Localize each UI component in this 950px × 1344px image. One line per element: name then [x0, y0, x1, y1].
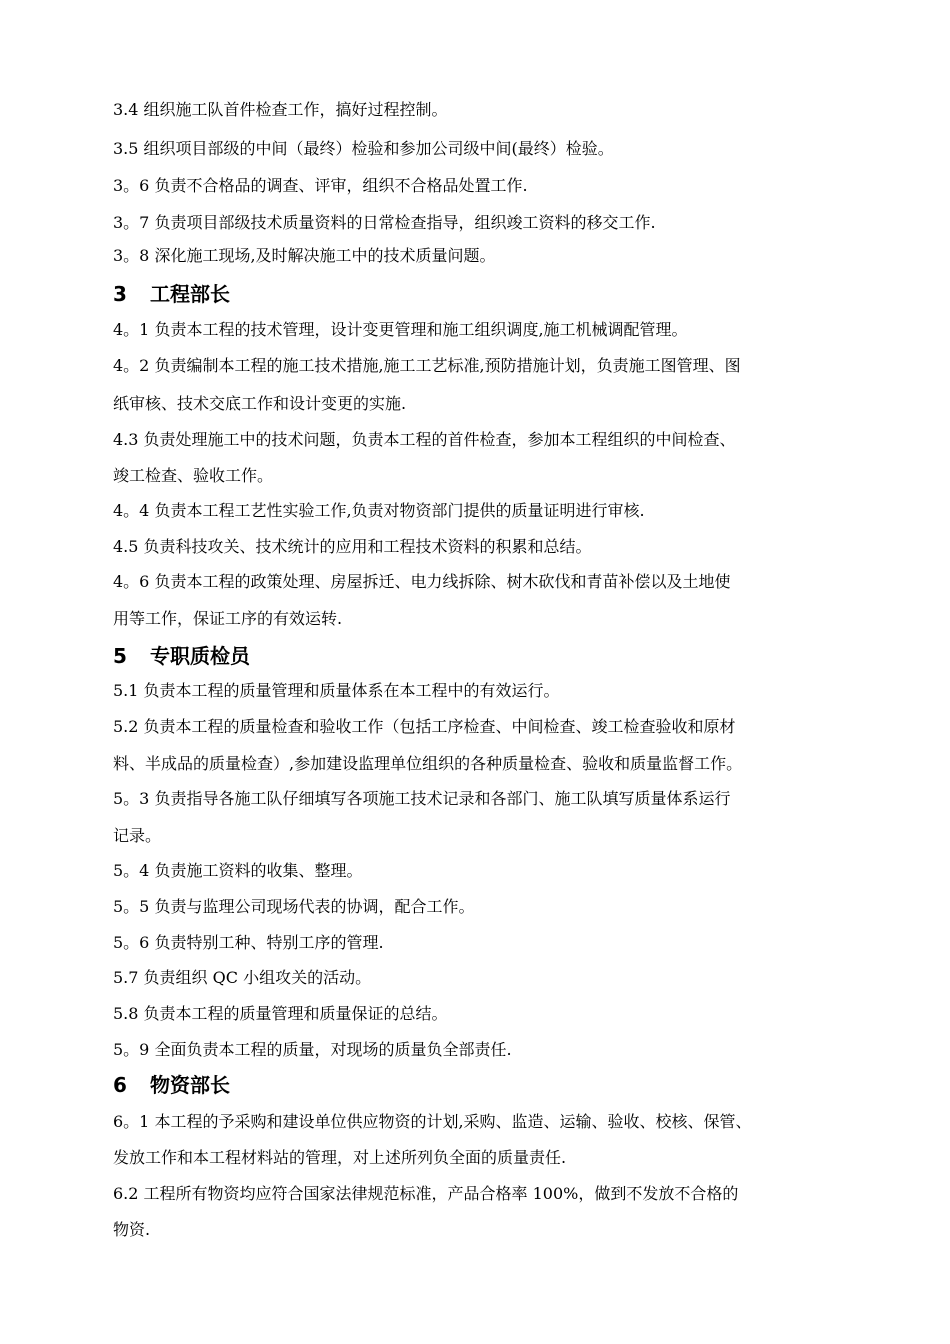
paragraph-5-1: 5.1 负责本工程的质量管理和质量体系在本工程中的有效运行。 — [113, 681, 560, 700]
heading-number: 6 — [113, 1073, 127, 1097]
paragraph-4-3-line-2: 竣工检查、验收工作。 — [113, 466, 274, 485]
paragraph-6-1-line-2: 发放工作和本工程材料站的管理，对上述所列负全面的质量责任. — [113, 1148, 567, 1167]
paragraph-4-5: 4.5 负责科技攻关、技术统计的应用和工程技术资料的积累和总结。 — [113, 537, 592, 556]
paragraph-4-4: 4。4 负责本工程工艺性实验工作,负责对物资部门提供的质量证明进行审核. — [113, 501, 645, 520]
heading-title: 专职质检员 — [150, 644, 250, 668]
section-heading-quality-inspector — [113, 643, 873, 669]
section-heading-engineering — [113, 281, 873, 307]
heading-title: 物资部长 — [150, 1073, 230, 1097]
paragraph-4-1: 4。1 负责本工程的技术管理，设计变更管理和施工组织调度,施工机械调配管理。 — [113, 320, 688, 339]
paragraph-4-2-line-1: 4。2 负责编制本工程的施工技术措施,施工工艺标准,预防措施计划，负责施工图管理、图 — [113, 356, 741, 375]
paragraph-4-3-line-1: 4.3 负责处理施工中的技术问题，负责本工程的首件检查，参加本工程组织的中间检查、 — [113, 430, 736, 449]
paragraph-6-2-line-2: 物资. — [113, 1220, 151, 1239]
paragraph-5-7: 5.7 负责组织 QC 小组攻关的活动。 — [113, 968, 372, 987]
heading-number: 5 — [113, 644, 127, 668]
paragraph-3-4: 3.4 组织施工队首件检查工作，搞好过程控制。 — [113, 100, 448, 119]
paragraph-6-1-line-1: 6。1 本工程的予采购和建设单位供应物资的计划,采购、监造、运输、验收、校核、保管、 — [113, 1112, 752, 1131]
paragraph-5-2-line-2: 料、半成品的质量检查）,参加建设监理单位组织的各种质量检查、验收和质量监督工作。 — [113, 754, 743, 773]
paragraph-5-5: 5。5 负责与监理公司现场代表的协调，配合工作。 — [113, 897, 475, 916]
paragraph-5-6: 5。6 负责特别工种、特别工序的管理. — [113, 933, 384, 952]
paragraph-4-6-line-2: 用等工作，保证工序的有效运转. — [113, 609, 343, 628]
heading-title: 工程部长 — [150, 282, 230, 306]
paragraph-3-5: 3.5 组织项目部级的中间（最终）检验和参加公司级中间(最终）检验。 — [113, 139, 614, 158]
paragraph-3-7: 3。7 负责项目部级技术质量资料的日常检查指导，组织竣工资料的移交工作. — [113, 213, 656, 232]
paragraph-5-3-line-1: 5。3 负责指导各施工队仔细填写各项施工技术记录和各部门、施工队填写质量体系运行 — [113, 789, 731, 808]
paragraph-5-2-line-1: 5.2 负责本工程的质量检查和验收工作（包括工序检查、中间检查、竣工检查验收和原材 — [113, 717, 736, 736]
paragraph-3-6: 3。6 负责不合格品的调查、评审，组织不合格品处置工作. — [113, 176, 528, 195]
paragraph-4-6-line-1: 4。6 负责本工程的政策处理、房屋拆迁、电力线拆除、树木砍伐和青苗补偿以及土地使 — [113, 572, 731, 591]
paragraph-6-2-line-1: 6.2 工程所有物资均应符合国家法律规范标准，产品合格率 100%，做到不发放不合格的 — [113, 1184, 739, 1203]
heading-number: 3 — [113, 282, 127, 306]
paragraph-5-8: 5.8 负责本工程的质量管理和质量保证的总结。 — [113, 1004, 448, 1023]
paragraph-5-4: 5。4 负责施工资料的收集、整理。 — [113, 861, 363, 880]
paragraph-4-2-line-2: 纸审核、技术交底工作和设计变更的实施. — [113, 394, 407, 413]
paragraph-5-3-line-2: 记录。 — [113, 826, 162, 845]
section-heading-materials — [113, 1072, 873, 1098]
paragraph-3-8: 3。8 深化施工现场,及时解决施工中的技术质量问题。 — [113, 246, 496, 265]
paragraph-5-9: 5。9 全面负责本工程的质量，对现场的质量负全部责任. — [113, 1040, 512, 1059]
